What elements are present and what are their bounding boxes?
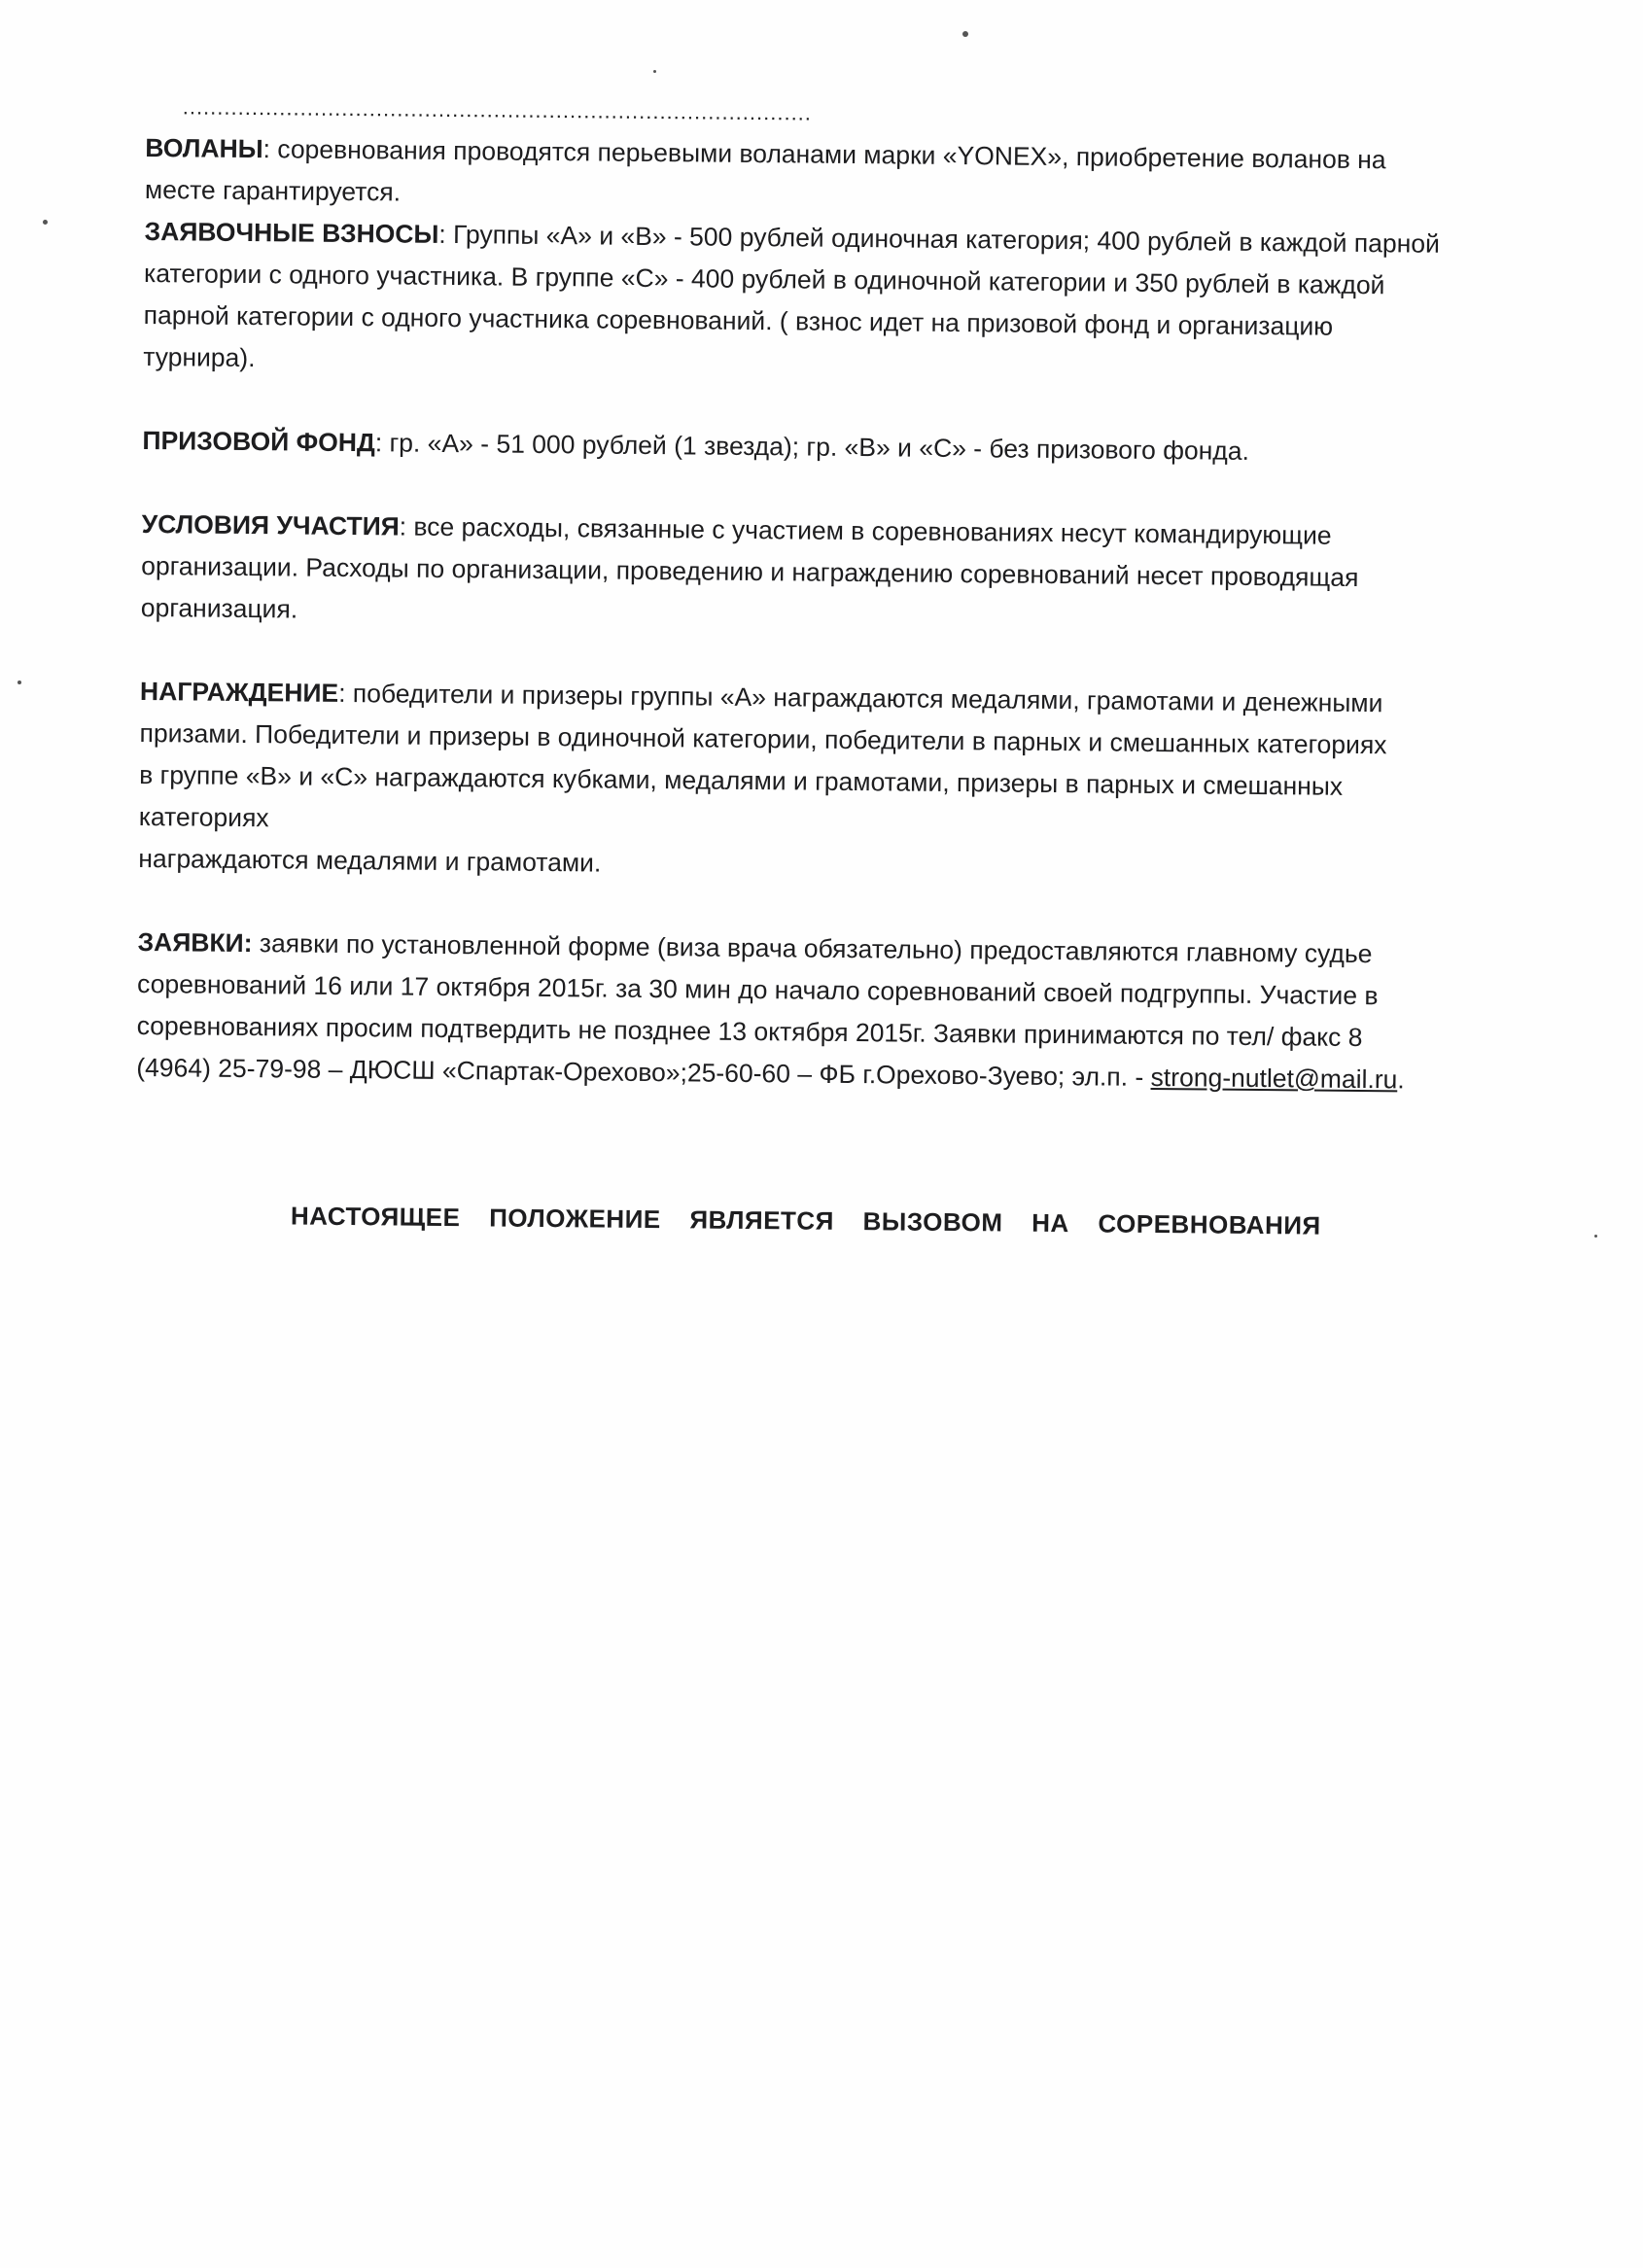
section-label: ЗАЯВКИ:	[137, 926, 253, 959]
scan-speck	[962, 31, 968, 37]
footer-title: НАСТОЯЩЕЕ ПОЛОЖЕНИЕ ЯВЛЯЕТСЯ ВЫЗОВОМ НА СОРЕВНОВАНИЯ	[290, 1201, 1321, 1240]
section-text: соревнованиях просим подтвердить не позднее 13 октября 2015г. Заявки принимаются по тел/ факс 8	[136, 1010, 1363, 1053]
section-text: : победители и призеры группы «А» награждаются медалями, грамотами и денежными	[338, 678, 1383, 718]
section-text: категориях	[138, 801, 269, 833]
section-text: организация.	[140, 592, 298, 624]
section-text: : гр. «А» - 51 000 рублей (1 звезда); гр. «В» и «С» - без призового фонда.	[374, 428, 1250, 466]
section-volany	[145, 127, 1526, 225]
section-text: : соревнования проводятся перьевыми воланами марки «YONEX», приобретение воланов на	[262, 134, 1386, 175]
section-text: : все расходы, связанные с участием в соревнованиях несут командирующие	[399, 511, 1332, 550]
section-text: награждаются медалями и грамотами.	[138, 843, 602, 878]
section-applications	[136, 922, 1519, 1102]
section-text: соревнований 16 или 17 октября 2015г. за 30 мин до начало соревнований своей подгруппы. Участие в	[136, 968, 1379, 1011]
section-label: НАГРАЖДЕНИЕ	[139, 676, 339, 708]
dotted-separator: ...........................................................................................	[182, 94, 813, 125]
section-text: в группе «В» и «С» награждаются кубками, медалями и грамотами, призеры в парных и смешанных	[139, 759, 1344, 801]
section-label: ВОЛАНЫ	[145, 132, 263, 164]
scan-speck	[1594, 1235, 1597, 1238]
section-label: ЗАЯВОЧНЫЕ ВЗНОСЫ	[144, 216, 439, 249]
scan-speck	[17, 680, 21, 684]
section-text: : Группы «А» и «В» - 500 рублей одиночная категория; 400 рублей в каждой парной	[438, 219, 1441, 259]
section-vznosy	[143, 211, 1525, 392]
scan-speck	[43, 220, 48, 225]
section-label: УСЛОВИЯ УЧАСТИЯ	[141, 508, 400, 541]
section-text: заявки по установленной форме (виза врача обязательно) предоставляются главному судье	[252, 928, 1373, 969]
section-text: призами. Победители и призеры в одиночной категории, победители в парных и смешанных категориях	[139, 717, 1387, 760]
section-awards	[138, 671, 1521, 893]
document-body	[135, 86, 1526, 1249]
section-text: (4964) 25-79-98 – ДЮСШ «Спартак-Орехово»;25-60-60 – ФБ г.Орехово-Зуево; эл.п. -	[136, 1052, 1151, 1092]
section-text: организации. Расходы по организации, проведению и награждению соревнований несет проводящая	[141, 550, 1359, 592]
section-text: парной категории с одного участника соревнований. ( взнос идет на призовой фонд и организацию	[143, 299, 1334, 341]
section-conditions	[141, 504, 1522, 643]
section-text: категории с одного участника. В группе «С» - 400 рублей в одиночной категории и 350 рублей в каждой	[144, 258, 1385, 300]
email-link[interactable]: strong-nutlet@mail.ru	[1150, 1062, 1398, 1095]
section-text: месте гарантируется.	[144, 174, 402, 207]
scan-speck	[653, 70, 656, 73]
section-text: турнира).	[143, 341, 256, 373]
section-text: .	[1397, 1064, 1405, 1095]
section-label: ПРИЗОВОЙ ФОНД	[142, 425, 376, 458]
